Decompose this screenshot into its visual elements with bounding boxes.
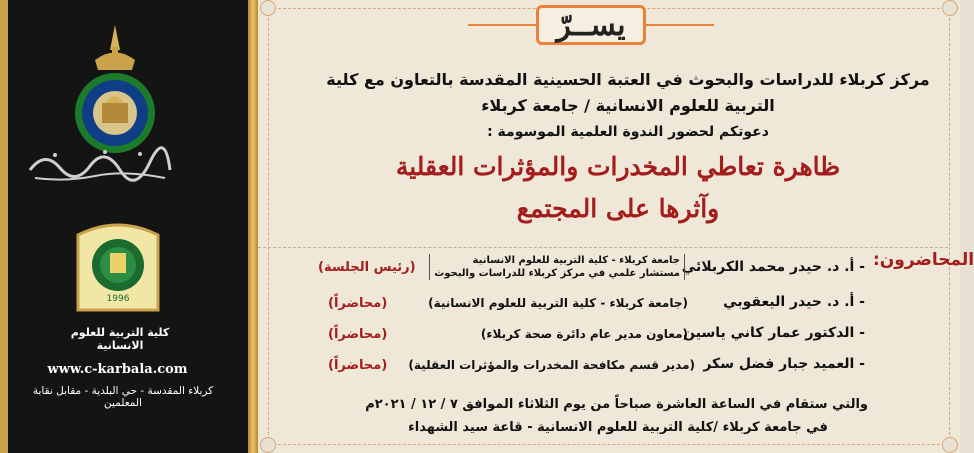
lecturers-label: المحاضرون: [873,250,974,270]
lecturer-2-role: (محاضراً) [328,296,388,311]
seminar-title-line-1: ظاهرة تعاطي المخدرات والمؤثرات العقلية [395,152,841,181]
logo-year-text: 1996 [106,294,130,304]
lecturer-2-affiliation: (جامعة كربلاء - كلية التربية للعلوم الانسانية) [428,296,688,310]
address-text: كربلاء المقدسة - حي البلدية - مقابل نقابة المعلمين [32,385,214,409]
seminar-title-line-2: وآثرها على المجتمع [516,194,720,223]
frame-corner [260,0,276,16]
intro-line-3: دعوتكم لحضور الندوة العلمية الموسومة : [487,124,769,140]
frame-corner [260,437,276,453]
lecturers-divider [258,247,948,248]
yusr-badge [536,5,646,45]
intro-line-1: مركز كربلاء للدراسات والبحوث في العتبة الحسينية المقدسة بالتعاون مع كلية [326,70,930,89]
lecturer-1-aff-line-2: مستشار علمي في مركز كربلاء للدراسات والبحوث [434,268,680,279]
lecturer-1-role: (رئيس الجلسة) [318,260,416,275]
lecturer-4-name: - العميد جبار فضل سكر [703,356,865,372]
frame-corner [942,0,958,16]
lecturer-1-name: - أ. د. حيدر محمد الكربلائي [681,259,865,275]
sidebar-panel [0,0,248,453]
lecturer-2-name: - أ. د. حيدر اليعقوبي [723,294,865,310]
lecturer-1-affiliation [429,254,685,280]
header-line-left [468,24,536,26]
lecturer-3-affiliation: (معاون مدير عام دائرة صحة كربلاء) [480,327,688,341]
center-logo [70,25,160,155]
website-link[interactable]: www.c-karbala.com [47,362,188,377]
invitation-card [258,0,974,453]
yusr-text: يســرّ [556,7,626,43]
lecturer-4-affiliation: (مدير قسم مكافحة المخدرات والمؤثرات العقلية) [408,358,695,372]
center-calligraphy [25,140,175,185]
college-name: كلية التربية للعلوم الانسانية [70,326,170,352]
college-logo [70,215,166,330]
gold-divider [248,0,258,453]
lecturer-3-name: - الدكتور عمار كاني ياسين [683,325,865,341]
gold-band [0,0,8,453]
event-place: في جامعة كربلاء /كلية التربية للعلوم الانسانية - قاعة سيد الشهداء [408,420,828,435]
lecturer-4-role: (محاضراً) [328,358,388,373]
lecturer-1-aff-line-1: جامعة كربلاء - كلية التربية للعلوم الانسانية [472,255,680,266]
frame-corner [942,437,958,453]
header-line-right [646,24,714,26]
lecturer-3-role: (محاضراً) [328,327,388,342]
event-date: والتي ستقام في الساعة العاشرة صباحاً من يوم الثلاثاء الموافق ٧ / ١٢ / ٢٠٢١م [365,397,868,412]
intro-line-2: التربية للعلوم الانسانية / جامعة كربلاء [481,96,775,115]
